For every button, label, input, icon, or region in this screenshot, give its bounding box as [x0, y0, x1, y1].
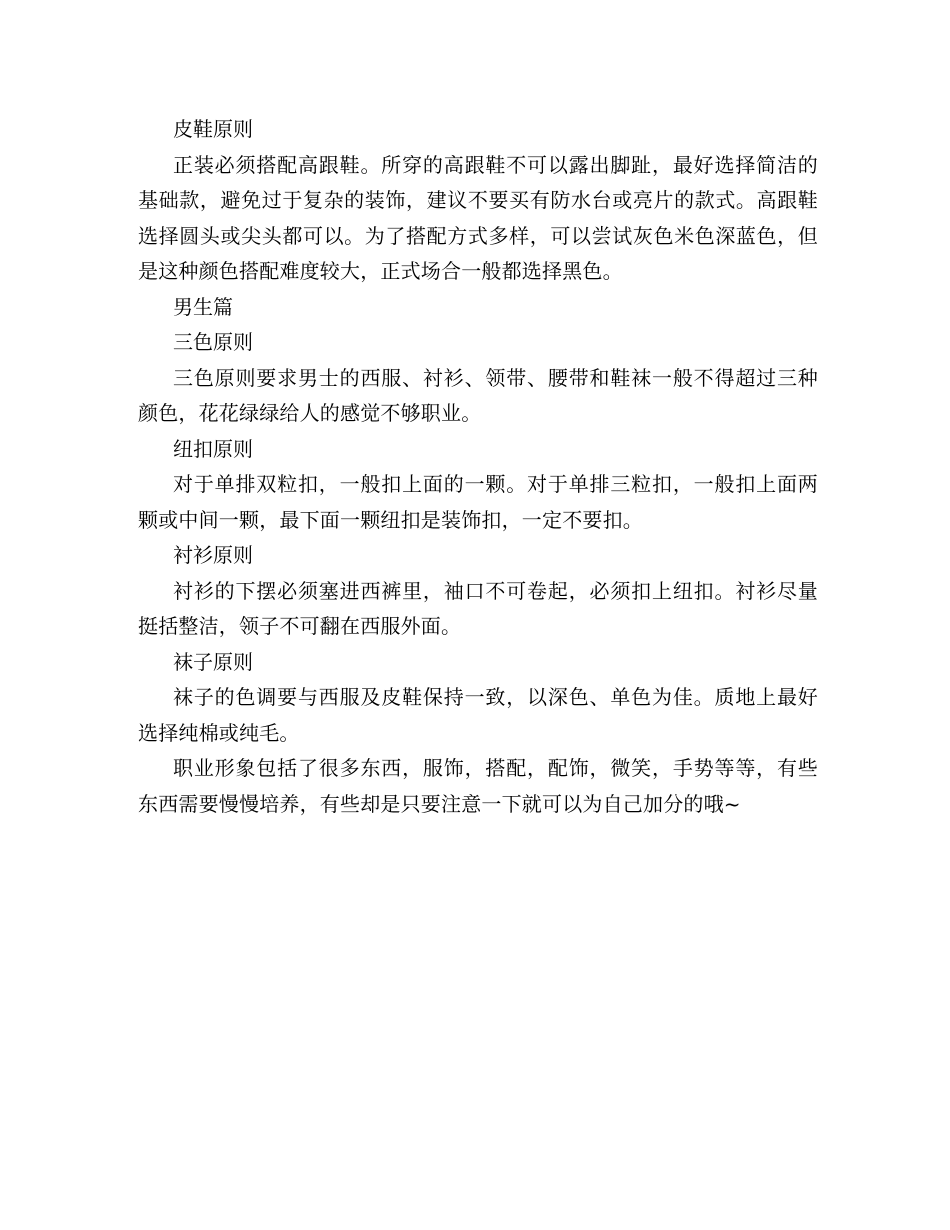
paragraph-socks: 袜子的色调要与西服及皮鞋保持一致，以深色、单色为佳。质地上最好选择纯棉或纯毛。 — [138, 685, 818, 745]
section-heading-shirt: 衬衫原则 — [173, 543, 253, 567]
section-heading-buttons: 纽扣原则 — [173, 436, 253, 461]
section-heading-three-colors: 三色原则 — [173, 330, 253, 354]
section-heading-men: 男生篇 — [173, 294, 233, 319]
paragraph-conclusion: 职业形象包括了很多东西，服饰，搭配，配饰，微笑，手势等等，有些东西需要慢慢培养，有些却是只要注意一下就可以为自己加分的哦~ — [138, 756, 818, 816]
section-heading-shoes: 皮鞋原则 — [173, 117, 253, 141]
paragraph-buttons: 对于单排双粒扣，一般扣上面的一颗。对于单排三粒扣，一般扣上面两颗或中间一颗，最下面一颗纽扣是装饰扣，一定不要扣。 — [138, 472, 818, 532]
paragraph-shoes: 正装必须搭配高跟鞋。所穿的高跟鞋不可以露出脚趾，最好选择简洁的基础款，避免过于复杂的装饰，建议不要买有防水台或亮片的款式。高跟鞋选择圆头或尖头都可以。为了搭配方式多样，可以尝试灰色米色深蓝色，但是这种颜色搭配难度较大，正式场合一般都选择黑色。 — [138, 152, 818, 283]
section-heading-socks: 袜子原则 — [173, 649, 253, 674]
paragraph-three-colors: 三色原则要求男士的西服、衬衫、领带、腰带和鞋袜一般不得超过三种颜色，花花绿绿给人的感觉不够职业。 — [138, 365, 818, 425]
document-page — [138, 112, 818, 822]
paragraph-shirt: 衬衫的下摆必须塞进西裤里，袖口不可卷起，必须扣上纽扣。衬衫尽量挺括整洁，领子不可翻在西服外面。 — [138, 578, 818, 638]
